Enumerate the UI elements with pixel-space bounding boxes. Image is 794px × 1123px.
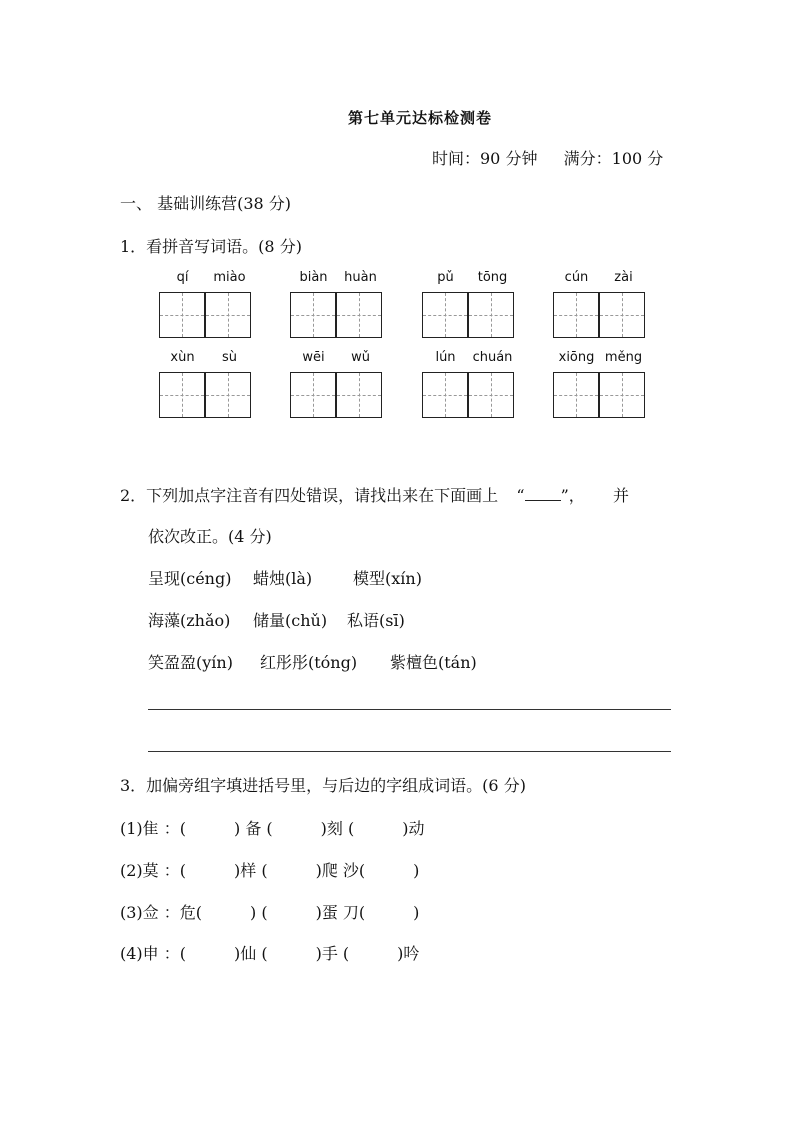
writing-box[interactable] xyxy=(422,372,468,418)
writing-box[interactable] xyxy=(599,372,645,418)
pinyin-group xyxy=(553,350,647,420)
writing-box[interactable] xyxy=(159,372,205,418)
pinyin-label: cún xyxy=(564,270,589,285)
pinyin-label: xùn xyxy=(170,350,195,365)
q3-cell: ) ( xyxy=(250,903,268,922)
q3-cell: ) 备 ( xyxy=(234,819,273,838)
pinyin-label: měng xyxy=(604,350,643,365)
pinyin-label: wēi xyxy=(302,350,325,365)
writing-box[interactable] xyxy=(290,292,336,338)
pinyin-label: tōng xyxy=(477,270,508,285)
q3-row-2 xyxy=(120,858,419,881)
q2-heading-text: 2．下列加点字注音有四处错误，请找出来在下面画上 xyxy=(120,486,499,505)
pinyin-label: pǔ xyxy=(437,270,454,285)
pinyin-label: sù xyxy=(221,350,237,365)
pinyin-label: biàn xyxy=(299,270,328,285)
pinyin-label: wǔ xyxy=(351,350,370,365)
pinyin-group xyxy=(159,270,253,340)
word-item: 模型(xín) xyxy=(353,569,422,588)
quote-open: “ xyxy=(516,486,525,505)
page-title: 第七单元达标检测卷 xyxy=(347,109,492,127)
writing-box[interactable] xyxy=(468,372,514,418)
writing-box[interactable] xyxy=(336,292,382,338)
question-1-heading: 1．看拼音写词语。(8 分) xyxy=(120,237,302,256)
question-2-heading-cont: 依次改正。(4 分) xyxy=(148,527,272,546)
q3-cell: (4)申 ：( xyxy=(120,944,186,963)
writing-box[interactable] xyxy=(159,292,205,338)
q3-cell: (3)佥 ：危( xyxy=(120,903,202,922)
pinyin-label: chuán xyxy=(472,350,513,365)
quote-close: ”， xyxy=(560,486,585,505)
pinyin-group xyxy=(290,350,384,420)
word-item: 紫檀色(tán) xyxy=(390,653,477,672)
q3-cell: (2)莫 ：( xyxy=(120,861,186,880)
question-2-heading xyxy=(120,483,629,506)
pinyin-group xyxy=(553,270,647,340)
writing-box[interactable] xyxy=(205,292,251,338)
writing-box[interactable] xyxy=(422,292,468,338)
q3-cell: )爬 沙( xyxy=(315,861,366,880)
word-item: 红彤彤(tóng) xyxy=(260,653,358,672)
pinyin-label: huàn xyxy=(344,270,377,285)
writing-box[interactable] xyxy=(290,372,336,418)
pinyin-label: zài xyxy=(614,270,633,285)
pinyin-group xyxy=(290,270,384,340)
word-item: 蜡烛(là) xyxy=(253,569,313,588)
pinyin-group xyxy=(422,350,516,420)
q3-cell: ) xyxy=(413,903,420,922)
q3-cell: )蛋 刀( xyxy=(315,903,366,922)
q3-cell: (1)隹 ：( xyxy=(120,819,186,838)
word-item: 笑盈盈(yín) xyxy=(148,653,233,672)
q3-row-3 xyxy=(120,900,419,923)
word-item: 海藻(zhǎo) xyxy=(148,611,231,630)
pinyin-group xyxy=(159,350,253,420)
full-score: 满分：100 分 xyxy=(563,149,664,168)
writing-box[interactable] xyxy=(336,372,382,418)
word-item: 呈现(céng) xyxy=(148,569,232,588)
answer-line[interactable] xyxy=(148,751,671,752)
q3-cell: )刻 ( xyxy=(320,819,355,838)
answer-line[interactable] xyxy=(148,709,671,710)
q3-cell: )吟 xyxy=(397,944,420,963)
writing-box[interactable] xyxy=(553,372,599,418)
word-item: 储量(chǔ) xyxy=(253,611,328,630)
q3-cell: )动 xyxy=(402,819,425,838)
q3-cell: )样 ( xyxy=(234,861,268,880)
pinyin-label: xiōng xyxy=(558,350,595,365)
underline-sample xyxy=(525,486,561,501)
pinyin-group xyxy=(422,270,516,340)
writing-box[interactable] xyxy=(599,292,645,338)
writing-box[interactable] xyxy=(205,372,251,418)
q3-cell: ) xyxy=(413,861,420,880)
q2-heading-tail: 并 xyxy=(612,486,629,505)
pinyin-label: lún xyxy=(435,350,456,365)
time-limit: 时间：90 分钟 xyxy=(432,149,538,168)
word-item: 私语(sī) xyxy=(347,611,405,630)
pinyin-label: miào xyxy=(213,270,246,285)
writing-box[interactable] xyxy=(468,292,514,338)
pinyin-label: qí xyxy=(176,270,189,285)
q3-row-1 xyxy=(120,816,425,839)
exam-meta xyxy=(432,146,663,169)
q3-row-4 xyxy=(120,941,419,964)
q3-cell: )仙 ( xyxy=(234,944,268,963)
q3-cell: )手 ( xyxy=(315,944,350,963)
writing-box[interactable] xyxy=(553,292,599,338)
question-3-heading: 3．加偏旁组字填进括号里，与后边的字组成词语。(6 分) xyxy=(120,776,526,795)
section-heading: 一、 基础训练营(38 分) xyxy=(120,194,292,213)
